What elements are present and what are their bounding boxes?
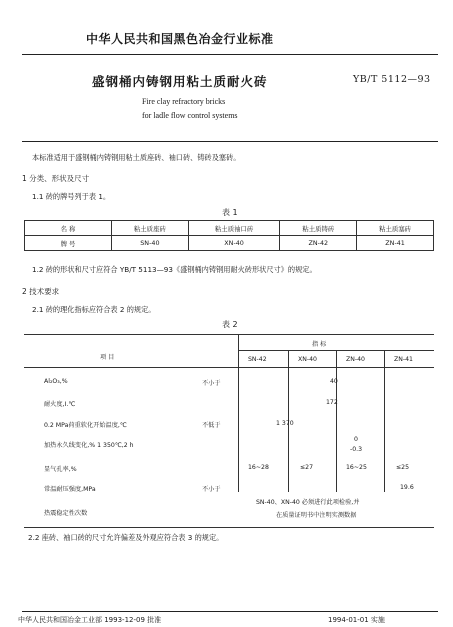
table-1-header-col: 粘土质铸砖 — [280, 221, 357, 236]
table-2-head-rule — [24, 367, 434, 368]
footer-rule — [22, 611, 438, 612]
title-rule — [22, 141, 438, 142]
english-title-line-1: Fire clay refractory bricks — [142, 97, 226, 106]
table-2-vline — [336, 350, 337, 492]
table-1-cell: ZN-42 — [280, 236, 357, 251]
section-2-heading: 2 技术要求 — [22, 287, 60, 296]
clause-1-2: 1.2 砖的形状和尺寸应符合 YB/T 5113—93《盛钢桶内铸钢用耐火砖形状尺寸》的规定。 — [32, 265, 317, 274]
document-title: 盛钢桶内铸钢用粘土质耐火砖 — [92, 74, 268, 89]
table-2-item-header: 项 目 — [100, 354, 115, 361]
table-2-value: 1 370 — [276, 420, 294, 427]
table-1-header-name: 名 称 — [25, 221, 112, 236]
table-2-row-label: 0.2 MPa荷重软化开始温度,℃ — [44, 422, 127, 429]
table-2-col-header: ZN-41 — [394, 356, 413, 363]
issuing-organization: 中华人民共和国黑色冶金行业标准 — [86, 32, 274, 46]
table-2-caption: 表 2 — [222, 320, 238, 329]
table-2-value: ≤25 — [396, 464, 410, 471]
table-2-row-condition: 不小于 — [202, 380, 221, 387]
clause-2-1: 2.1 砖的理化指标应符合表 2 的规定。 — [32, 305, 156, 314]
table-2-row-label: 常温耐压强度,MPa — [44, 486, 96, 493]
table-2-index-header: 指 标 — [312, 341, 327, 348]
table-2-value: 16~25 — [346, 464, 367, 471]
table-2-vline — [238, 334, 239, 492]
table-2-row-label: 耐火度,Ⅰ.℃ — [44, 401, 76, 408]
approval-line: 中华人民共和国冶金工业部 1993-12-09 批准 — [18, 616, 162, 624]
table-2-note: SN-40、XN-40 必须进行此项检验,并 — [256, 499, 360, 506]
table-2-row-condition: 不低于 — [202, 422, 221, 429]
table-1-caption: 表 1 — [222, 208, 238, 217]
table-1-cell: SN-40 — [112, 236, 189, 251]
table-1-header-col: 粘土质袖口砖 — [188, 221, 280, 236]
table-1 — [24, 220, 434, 251]
table-2-value: 19.6 — [400, 484, 414, 491]
header-rule — [22, 54, 438, 55]
table-2-bottom-rule — [24, 527, 434, 528]
clause-2-2: 2.2 座砖、袖口砖的尺寸允许偏差及外观应符合表 3 的规定。 — [28, 533, 224, 542]
table-2-row-label: 热震稳定性次数 — [44, 510, 88, 517]
table-2-row-condition: 不小于 — [202, 486, 221, 493]
table-2-value: -0.3 — [350, 446, 363, 453]
table-2-col-header: ZN-40 — [346, 356, 365, 363]
table-2-value: ≤27 — [300, 464, 314, 471]
section-1-heading: 1 分类、形状及尺寸 — [22, 174, 90, 183]
table-2-value: 0 — [354, 436, 358, 443]
table-2-row-label: Al₂O₃,% — [44, 378, 68, 385]
table-1-header-col: 粘土质塞砖 — [357, 221, 434, 236]
table-2-col-header: XN-40 — [298, 356, 317, 363]
table-2-row-label: 加热永久线变化,% 1 350℃,2 h — [44, 442, 134, 449]
table-2-vline — [384, 350, 385, 492]
clause-1-1: 1.1 砖的牌号列于表 1。 — [32, 192, 111, 201]
table-2-value: 172 — [326, 399, 338, 406]
table-2-value: 16~28 — [248, 464, 269, 471]
english-title-line-2: for ladle flow control systems — [142, 111, 238, 120]
table-1-header-col: 粘土质座砖 — [112, 221, 189, 236]
table-2-row-label: 显气孔率,% — [44, 466, 77, 473]
implementation-date: 1994-01-01 实施 — [328, 616, 385, 624]
table-2-note: 在质量证明书中注明实测数据 — [276, 512, 357, 519]
table-1-row-label: 牌 号 — [25, 236, 112, 251]
table-1-cell: ZN-41 — [357, 236, 434, 251]
table-2-value: 40 — [330, 378, 338, 385]
table-2-col-header: SN-42 — [248, 356, 267, 363]
standard-number: YB/T 5112—93 — [353, 74, 431, 85]
table-1-cell: XN-40 — [188, 236, 280, 251]
table-2-top-rule — [24, 334, 434, 335]
scope-paragraph: 本标准适用于盛钢桶内铸钢用粘土质座砖、袖口砖、铸砖及塞砖。 — [32, 153, 241, 162]
